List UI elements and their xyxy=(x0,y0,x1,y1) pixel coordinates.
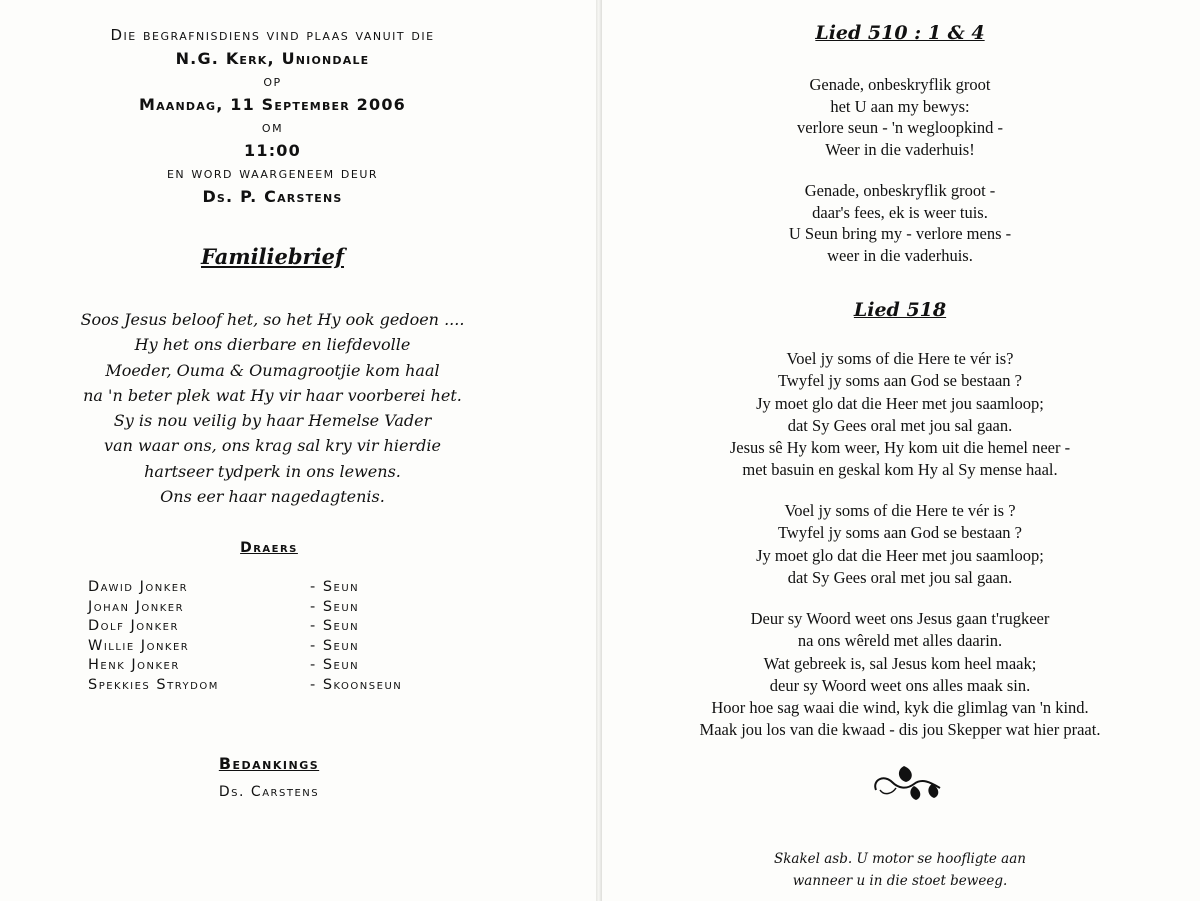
left-page xyxy=(0,0,598,901)
hymn-line: Genade, onbeskryflik groot - xyxy=(804,181,996,200)
hymn-510-title: Lied 510 : 1 & 4 xyxy=(815,22,985,44)
hymn-line: Twyfel jy soms aan God se bestaan ? xyxy=(778,371,1022,391)
service-date: Maandag, 11 September 2006 xyxy=(138,95,407,114)
service-line: om xyxy=(261,118,284,136)
bearer-relation: - Seun xyxy=(310,579,360,595)
hymn-line: Twyfel jy soms aan God se bestaan ? xyxy=(778,523,1022,543)
hymn-518-verse-1 xyxy=(566,348,1200,482)
service-time: 11:00 xyxy=(244,141,301,160)
bearer-relation: - Seun xyxy=(310,657,360,673)
footer-note xyxy=(566,848,1200,892)
hymn-line: dat Sy Gees oral met jou sal gaan. xyxy=(787,567,1013,587)
bearer-row xyxy=(88,637,402,657)
family-letter-line: na 'n beter plek wat Hy vir haar voorberei het. xyxy=(83,385,462,405)
bearer-relation: - Seun xyxy=(310,637,360,654)
bearer-name: Willie Jonker xyxy=(88,637,190,654)
right-page xyxy=(602,0,1200,901)
hymn-line: Wat gebreek is, sal Jesus kom heel maak; xyxy=(763,653,1037,673)
bearer-relation: - Seun xyxy=(310,618,360,634)
bearer-row xyxy=(88,598,402,618)
service-line: en word waargeneem deur xyxy=(166,164,379,182)
bearer-row xyxy=(88,578,402,598)
service-line: Die begrafnisdiens vind plaas vanuit die xyxy=(110,26,435,44)
hymn-line: Voel jy soms of die Here te vér is? xyxy=(786,349,1014,368)
footer-note-line: Skakel asb. U motor se hoofligte aan xyxy=(774,851,1026,867)
hymn-518-verse-2 xyxy=(566,500,1200,589)
bearer-name: Spekkies Strydom xyxy=(88,676,219,693)
hymn-line: het U aan my bewys: xyxy=(830,96,970,116)
hymn-line: Genade, onbeskryflik groot xyxy=(809,75,991,94)
hymn-line: dat Sy Gees oral met jou sal gaan. xyxy=(787,415,1013,435)
service-church: N.G. Kerk, Uniondale xyxy=(175,49,370,68)
thanks-by: Ds. Carstens xyxy=(218,784,320,800)
family-letter-line: Soos Jesus beloof het, so het Hy ook gedoen .... xyxy=(80,310,465,329)
hymn-510-verse-1 xyxy=(566,74,1200,160)
bearer-name: Dolf Jonker xyxy=(88,618,179,634)
family-letter-body xyxy=(0,307,545,509)
family-letter-line: Hy het ons dierbare en liefdevolle xyxy=(134,335,411,355)
family-letter-line: Sy is nou veilig by haar Hemelse Vader xyxy=(113,411,432,431)
hymn-line: daar's fees, ek is weer tuis. xyxy=(812,202,988,222)
hymn-line: Jesus sê Hy kom weer, Hy kom uit die hemel neer - xyxy=(729,438,1071,458)
hymn-510-verse-2 xyxy=(566,180,1200,266)
thanks-title: Bedankings xyxy=(218,754,320,773)
bearers-list xyxy=(88,578,402,695)
hymn-line: U Seun bring my - verlore mens - xyxy=(788,224,1012,243)
bearer-name: Dawid Jonker xyxy=(88,579,189,595)
bearers-title: Draers xyxy=(240,540,298,556)
bearer-row xyxy=(88,676,402,696)
hymn-line: weer in die vaderhuis. xyxy=(827,245,973,265)
hymn-line: Jy moet glo dat die Heer met jou saamloop; xyxy=(756,545,1044,565)
service-minister: Ds. P. Carstens xyxy=(202,187,343,206)
leaf-vine-ornament-icon xyxy=(870,760,950,802)
hymn-518-verse-3 xyxy=(566,608,1200,742)
hymn-line: Voel jy soms of die Here te vér is ? xyxy=(784,501,1016,520)
family-letter-line: Moeder, Ouma & Oumagrootjie kom haal xyxy=(105,360,440,380)
hymn-line: Jy moet glo dat die Heer met jou saamloop; xyxy=(756,393,1044,413)
family-letter-line: hartseer tydperk in ons lewens. xyxy=(144,461,401,481)
hymn-line: Deur sy Woord weet ons Jesus gaan t'rugkeer xyxy=(750,609,1050,628)
hymn-line: na ons wêreld met alles daarin. xyxy=(797,631,1003,651)
footer-note-line: wanneer u in die stoet beweeg. xyxy=(792,873,1008,889)
hymn-line: deur sy Woord weet ons alles maak sin. xyxy=(769,675,1031,695)
bearer-name: Johan Jonker xyxy=(88,598,185,615)
hymn-line: met basuin en geskal kom Hy al Sy mense haal. xyxy=(742,460,1058,480)
family-letter-line: Ons eer haar nagedagtenis. xyxy=(160,487,385,507)
family-letter-title: Familiebrief xyxy=(200,244,344,269)
family-letter-line: van waar ons, ons krag sal kry vir hierdie xyxy=(104,436,441,456)
bearer-relation: - Seun xyxy=(310,598,360,615)
service-line: op xyxy=(263,72,282,90)
bearer-relation: - Skoonseun xyxy=(310,676,403,693)
hymn-line: Weer in die vaderhuis! xyxy=(825,139,975,159)
hymn-line: Maak jou los van die kwaad - dis jou Skepper wat hier praat. xyxy=(699,720,1101,740)
hymn-line: verlore seun - 'n wegloopkind - xyxy=(797,118,1003,137)
bearer-row xyxy=(88,656,402,676)
service-details xyxy=(0,24,545,208)
hymn-518-title: Lied 518 xyxy=(853,299,947,321)
bearer-name: Henk Jonker xyxy=(88,657,180,673)
bearer-row xyxy=(88,617,402,637)
hymn-line: Hoor hoe sag waai die wind, kyk die glimlag van 'n kind. xyxy=(711,698,1089,718)
